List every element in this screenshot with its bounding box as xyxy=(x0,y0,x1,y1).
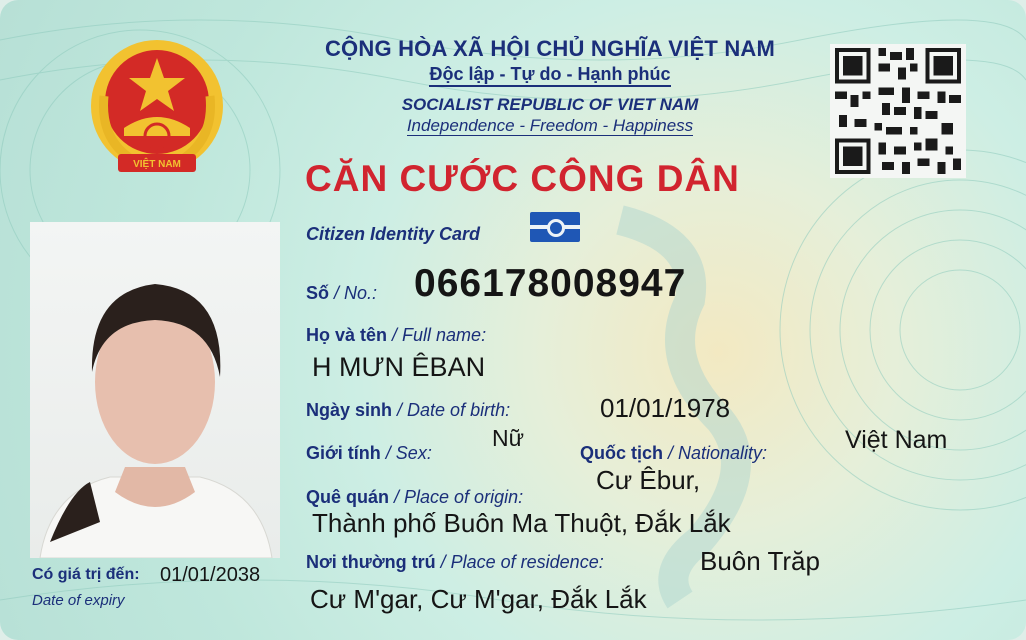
origin-value-line1: Cư Êbur, xyxy=(596,465,701,495)
card-header xyxy=(300,36,800,136)
country-name-vi: CỘNG HÒA XÃ HỘI CHỦ NGHĨA VIỆT NAM xyxy=(324,36,776,61)
dob-label: Ngày sinh / Date of birth: xyxy=(306,400,511,420)
qr-code xyxy=(830,44,966,178)
full-name-label: Họ và tên / Full name: xyxy=(306,325,487,345)
sex-value: Nữ xyxy=(492,425,525,451)
motto-en: Independence - Freedom - Happiness xyxy=(406,116,694,135)
portrait-photo xyxy=(30,222,280,558)
sex-label: Giới tính / Sex: xyxy=(306,443,432,463)
motto-vi: Độc lập - Tự do - Hạnh phúc xyxy=(429,64,670,87)
id-number-label: Số / No.: xyxy=(306,283,378,303)
dob-value: 01/01/1978 xyxy=(600,393,731,423)
full-name-value: H MƯN ÊBAN xyxy=(312,352,486,382)
emblem-ribbon-text: VIỆT NAM xyxy=(133,159,181,170)
nationality-label: Quốc tịch / Nationality: xyxy=(580,443,768,463)
portrait-silhouette xyxy=(30,222,280,558)
residence-label: Nơi thường trú / Place of residence: xyxy=(306,552,604,572)
card-title-vi: CĂN CƯỚC CÔNG DÂN xyxy=(305,158,740,199)
residence-value-line2: Cư M'gar, Cư M'gar, Đắk Lắk xyxy=(310,584,647,614)
card-title-en: Citizen Identity Card xyxy=(306,224,481,244)
expiry-value: 01/01/2038 xyxy=(160,564,261,586)
id-number-value: 066178008947 xyxy=(414,262,687,305)
country-name-en: SOCIALIST REPUBLIC OF VIET NAM xyxy=(401,95,699,114)
origin-label: Quê quán / Place of origin: xyxy=(306,487,524,507)
nationality-value: Việt Nam xyxy=(845,426,948,454)
expiry-label-en: Date of expiry xyxy=(32,592,125,609)
state-emblem-icon xyxy=(84,36,230,186)
card-chip-icon xyxy=(530,212,580,242)
expiry-label: Có giá trị đến: xyxy=(32,566,140,583)
residence-value-line1: Buôn Trăp xyxy=(700,546,820,576)
origin-value-line2: Thành phố Buôn Ma Thuột, Đắk Lắk xyxy=(312,508,731,538)
